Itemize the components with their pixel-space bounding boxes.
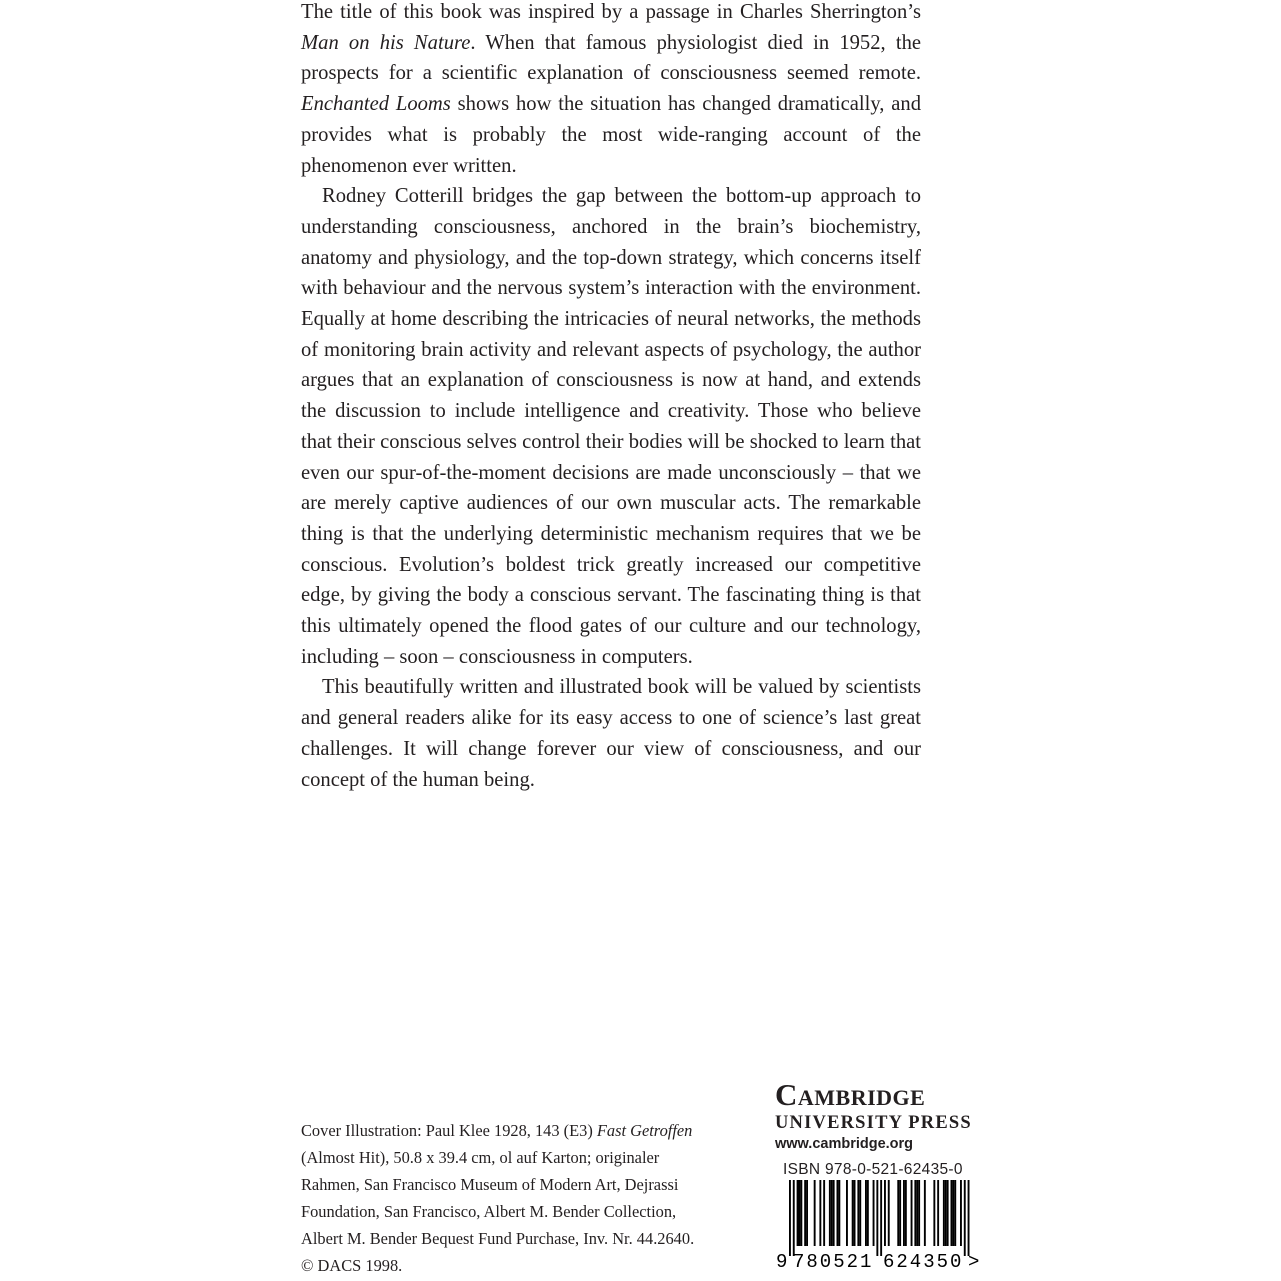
barcode-digit-first: 9 bbox=[776, 1251, 788, 1272]
barcode-bar bbox=[800, 1180, 802, 1246]
barcode-bar bbox=[857, 1180, 859, 1246]
barcode-bar bbox=[859, 1180, 861, 1246]
barcode-bar bbox=[806, 1180, 808, 1246]
blurb-paragraph-1 bbox=[301, 0, 921, 181]
barcode-bar bbox=[884, 1180, 886, 1246]
barcode-bar bbox=[943, 1180, 945, 1246]
barcode-bar bbox=[968, 1180, 970, 1256]
publisher-url: www.cambridge.org bbox=[775, 1136, 914, 1152]
barcode-digits-left: 780521 bbox=[793, 1251, 874, 1272]
barcode-digits-right: 624350 bbox=[883, 1251, 964, 1272]
barcode-bar bbox=[814, 1180, 816, 1246]
barcode-bar bbox=[918, 1180, 920, 1246]
isbn-barcode bbox=[775, 1180, 987, 1272]
barcode-bar bbox=[960, 1180, 962, 1246]
barcode-bar bbox=[914, 1180, 916, 1246]
barcode-bar bbox=[873, 1180, 875, 1246]
barcode-bar bbox=[880, 1180, 882, 1256]
barcode-bar bbox=[852, 1180, 854, 1246]
credit-text: (Almost Hit), 50.8 x 39.4 cm, ol auf Karton; originaler Rahmen, San Francisco Museum of Modern Art, Dejrassi Foundation, San Francisco, Albert M. Bender Collection, Albert M. Bender Bequest Fund Purchase, Inv. Nr. 44.2640. © DACS 1998. bbox=[301, 1147, 695, 1275]
barcode-bar bbox=[952, 1180, 954, 1246]
barcode-bar bbox=[865, 1180, 867, 1246]
credit-text: Cover Illustration: Paul Klee 1928, 143 (E3) bbox=[301, 1121, 597, 1140]
barcode-bar bbox=[799, 1180, 801, 1246]
barcode-bar bbox=[933, 1180, 935, 1246]
barcode-bar bbox=[905, 1180, 907, 1246]
barcode-bar bbox=[876, 1180, 878, 1256]
barcode-bar bbox=[897, 1180, 899, 1246]
barcode-bar bbox=[829, 1180, 831, 1246]
barcode-bar bbox=[964, 1180, 966, 1256]
barcode-bar bbox=[903, 1180, 905, 1246]
barcode-bar bbox=[916, 1180, 918, 1246]
back-cover-blurb bbox=[301, 0, 921, 795]
barcode-bar bbox=[846, 1180, 848, 1246]
book-title-reference: Man on his Nature bbox=[301, 31, 471, 54]
blurb-text: The title of this book was inspired by a passage in Charles Sherrington’s bbox=[301, 1, 921, 23]
blurb-paragraph-2: Rodney Cotterill bridges the gap between the bottom-up approach to understanding consciousness, anchored in the brain’s biochemistry, anatomy and physiology, and the top-down strategy, which concerns itself with behaviour and the nervous system’s interaction with the environment. Equally at home describing the intricacies of neural networks, the methods of monitoring brain activity and relevant aspects of psychology, the author argues that an explanation of consciousness is now at hand, and extends the discussion to include intelligence and creativity. Those who believe that their conscious selves control their bodies will be shocked to learn that even our spur-of-the-moment decisions are made unconsciously – that we are merely captive audiences of our own muscular acts. The remarkable thing is that the underlying deterministic mechanism requires that we be conscious. Evolution’s boldest trick greatly increased our competitive edge, by giving the body a conscious servant. The fascinating thing is that this ultimately opened the flood gates of our culture and our technology, including – soon – consciousness in computers. bbox=[301, 185, 921, 668]
barcode-bar bbox=[854, 1180, 856, 1246]
barcode-bar bbox=[789, 1180, 791, 1256]
book-title: Enchanted Looms bbox=[301, 93, 451, 116]
artwork-title: Fast Getroffen bbox=[596, 1121, 693, 1140]
barcode-bar bbox=[924, 1180, 926, 1246]
publisher-name: Cambridge bbox=[775, 1077, 926, 1112]
barcode-bar bbox=[954, 1180, 956, 1246]
publisher-logo bbox=[775, 1078, 990, 1154]
barcode-bar bbox=[819, 1180, 821, 1246]
blurb-text: shows how the situation has changed dramatically, and provides what is probably the most wide-ranging account of the phenomenon ever written. bbox=[301, 93, 921, 177]
barcode-bar bbox=[823, 1180, 825, 1246]
barcode-bar bbox=[793, 1180, 795, 1256]
isbn-label: ISBN 978-0-521-62435-0 bbox=[783, 1161, 963, 1178]
barcode-bar bbox=[837, 1180, 839, 1246]
barcode-quiet-zone-marker: > bbox=[968, 1251, 980, 1272]
barcode-bar bbox=[937, 1180, 939, 1246]
barcode-bar bbox=[867, 1180, 869, 1246]
cover-illustration-credit bbox=[301, 1118, 706, 1279]
publisher-subtitle: UNIVERSITY PRESS bbox=[775, 1113, 972, 1133]
barcode-bar bbox=[899, 1180, 901, 1246]
barcode-bar bbox=[947, 1180, 949, 1246]
blurb-paragraph-3: This beautifully written and illustrated book will be valued by scientists and general readers alike for its easy access to one of science’s last great challenges. It will change forever our view of consciousness, and our concept of the human being. bbox=[301, 676, 921, 791]
barcode-bar bbox=[838, 1180, 840, 1246]
barcode-bar bbox=[804, 1180, 806, 1246]
barcode-bar bbox=[911, 1180, 913, 1246]
barcode-bar bbox=[951, 1180, 953, 1246]
barcode-bar bbox=[797, 1180, 799, 1246]
barcode-bar bbox=[831, 1180, 833, 1246]
barcode-bars bbox=[789, 1180, 970, 1256]
barcode-bar bbox=[945, 1180, 947, 1246]
barcode-bar bbox=[888, 1180, 890, 1246]
barcode-bar bbox=[833, 1180, 835, 1246]
blurb-text: . When that famous physiologist died in 1952, the prospects for a scientific explanation of consciousness seemed remote. bbox=[301, 31, 922, 85]
